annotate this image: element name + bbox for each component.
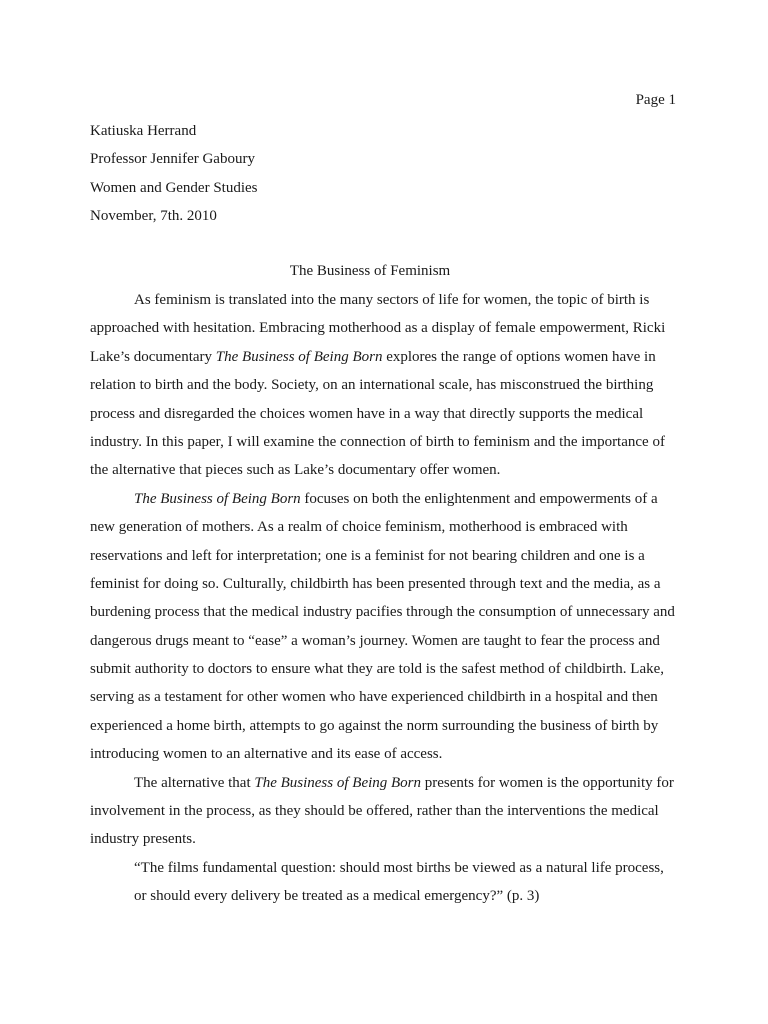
- text-line: involvement in the process, as they should be offered, rather than the interventions the medical: [90, 803, 659, 820]
- professor-name: Professor Jennifer Gaboury: [90, 151, 255, 168]
- text-line: relation to birth and the body. Society, on an international scale, has misconstrued the birthing: [90, 377, 654, 394]
- film-title-italic: The Business of Being Born: [215, 348, 383, 365]
- text-line: reservations and left for interpretation; one is a feminist for not bearing children and one is a: [90, 547, 645, 564]
- text-line: feminist for doing so. Culturally, childbirth has been presented through text and the media, as a: [90, 575, 661, 592]
- text-line: burdening process that the medical industry pacifies through the consumption of unnecessary and: [90, 604, 675, 621]
- document-heading: [90, 117, 258, 231]
- text-run: presents for women is the opportunity for: [421, 774, 674, 791]
- paragraph-3: [90, 769, 692, 854]
- text-line: the alternative that pieces such as Lake’s documentary offer women.: [90, 462, 501, 479]
- text-line: industry presents.: [90, 831, 196, 848]
- text-line: new generation of mothers. As a realm of choice feminism, motherhood is embraced with: [90, 519, 628, 536]
- text-line: submit authority to doctors to ensure what they are told is the safest method of childbirth. Lake,: [90, 661, 665, 678]
- text-line: serving as a testament for other women who have experienced childbirth in a hospital and then: [90, 689, 658, 706]
- text-line: [90, 485, 692, 513]
- text-run: focuses on both the enlightenment and empowerments of a: [300, 490, 658, 507]
- course-name: Women and Gender Studies: [90, 179, 258, 196]
- text-run: Lake’s documentary: [90, 348, 216, 365]
- page-number: Page 1: [635, 92, 676, 108]
- document-body: [90, 286, 692, 911]
- text-line: experienced a home birth, attempts to go against the norm surrounding the business of birth by: [90, 717, 659, 734]
- paragraph-1: [90, 286, 692, 485]
- text-line: [90, 343, 692, 371]
- text-run: explores the range of options women have in: [382, 348, 656, 365]
- document-date: November, 7th. 2010: [90, 208, 217, 225]
- text-line: [90, 769, 692, 797]
- block-quote: [90, 854, 692, 911]
- quote-line: or should every delivery be treated as a medical emergency?” (p. 3): [134, 888, 540, 905]
- document-title: The Business of Feminism: [289, 263, 451, 279]
- text-line: approached with hesitation. Embracing motherhood as a display of female empowerment, Ricki: [90, 320, 666, 337]
- quote-line: “The films fundamental question: should most births be viewed as a natural life process,: [134, 859, 664, 876]
- text-line: process and disregarded the choices women have in a way that directly supports the medical: [90, 405, 644, 422]
- text-line: As feminism is translated into the many sectors of life for women, the topic of birth is: [134, 292, 650, 308]
- text-run: The alternative that: [134, 774, 255, 791]
- film-title-italic: The Business of Being Born: [134, 490, 301, 507]
- author-name: Katiuska Herrand: [90, 123, 197, 139]
- text-line: dangerous drugs meant to “ease” a woman’s journey. Women are taught to fear the process and: [90, 632, 660, 649]
- paragraph-2: [90, 485, 692, 769]
- text-line: industry. In this paper, I will examine the connection of birth to feminism and the importance of: [90, 433, 665, 450]
- film-title-italic: The Business of Being Born: [254, 774, 422, 791]
- text-line: introducing women to an alternative and its ease of access.: [90, 746, 443, 763]
